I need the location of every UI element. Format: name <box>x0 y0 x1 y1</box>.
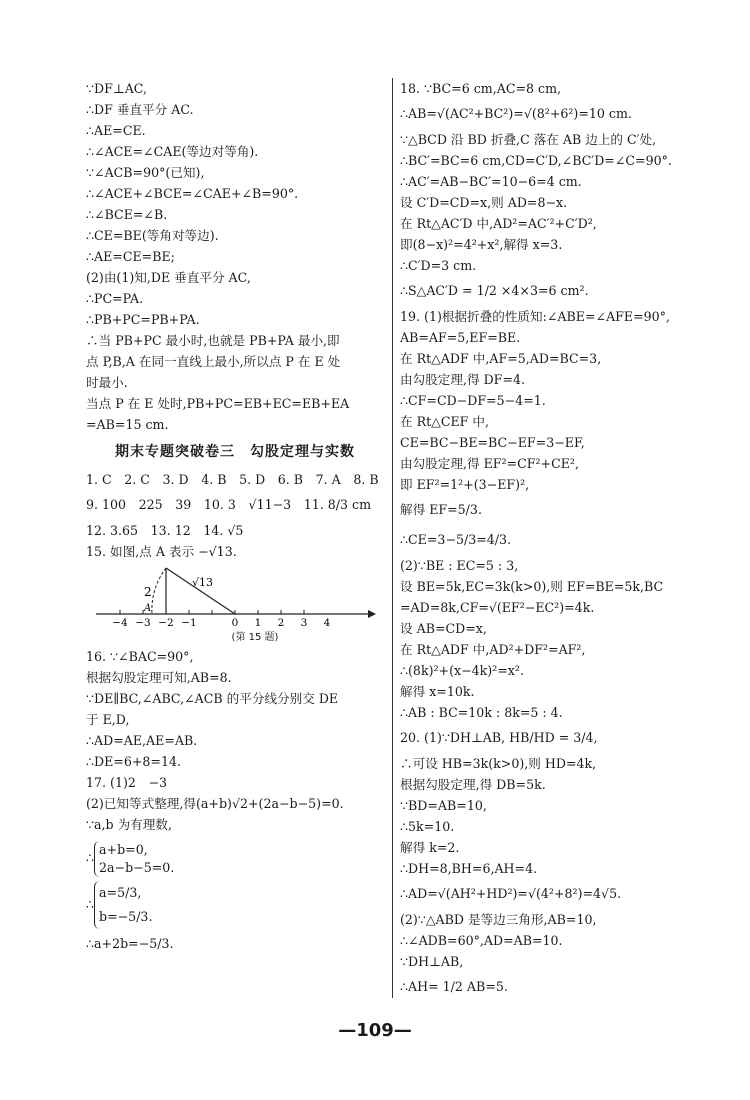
text-line: ∴DF 垂直平分 AC. <box>86 102 194 117</box>
text-line: ∵DH⊥AB, <box>400 954 464 969</box>
text-line: 在 Rt△AC′D 中,AD²=AC′²+C′D², <box>400 216 597 231</box>
column-divider <box>392 78 393 998</box>
tick-label: 3 <box>300 617 308 628</box>
height-label: 2 <box>144 585 152 599</box>
section-title: 期末专题突破卷三 勾股定理与实数 <box>115 444 355 460</box>
text-line: ∴当 PB+PC 最小时,也就是 PB+PA 最小,即 <box>86 333 340 348</box>
text-line: ∴(8k)²+(x−4k)²=x². <box>400 663 524 678</box>
tick-label: −3 <box>135 617 151 628</box>
hypotenuse-segment <box>166 568 235 614</box>
tick-labels <box>112 617 330 628</box>
text-line: 15. 如图,点 A 表示 −√13. <box>86 544 237 559</box>
text-line: =AB=15 cm. <box>86 417 169 432</box>
answer-block-continued <box>86 78 384 435</box>
text-line: ∴AC′=AB−BC′=10−6=4 cm. <box>400 174 582 189</box>
text-line: ∵∠ACB=90°(已知), <box>86 165 205 180</box>
text-line: 16. ∵∠BAC=90°, <box>86 649 194 664</box>
text-line: ∴AE=CE. <box>86 123 146 138</box>
text-line: ∴AE=CE=BE; <box>86 249 175 264</box>
text-line: ∴∠ACE+∠BCE=∠CAE+∠B=90°. <box>86 186 299 201</box>
text-line: 在 Rt△ADF 中,AF=5,AD=BC=3, <box>400 351 602 366</box>
text-line: 设 C′D=CD=x,则 AD=8−x. <box>400 195 568 210</box>
answer-block-16-17 <box>86 646 384 959</box>
text-line: ∴可设 HB=3k(k>0),则 HD=4k, <box>400 756 597 771</box>
text-line: =AD=8k,CF=√(EF²−EC²)=4k. <box>400 600 595 615</box>
text-line: 9. 100 225 39 10. 3 √11−3 11. 8/3 cm <box>86 497 372 512</box>
text-line: 由勾股定理,得 DF=4. <box>400 372 525 387</box>
text-line: ∴AD=√(AH²+HD²)=√(4²+8²)=4√5. <box>400 886 622 901</box>
text-line: ∴AB : BC=10k : 8k=5 : 4. <box>400 705 563 720</box>
text-line: 当点 P 在 E 处时,PB+PC=EB+EC=EB+EA <box>86 396 350 411</box>
text-line: 根据勾股定理,得 DB=5k. <box>400 777 546 792</box>
text-line: ∴C′D=3 cm. <box>400 258 477 273</box>
text-line: ∵DF⊥AC, <box>86 81 147 96</box>
text-line: AB=AF=5,EF=BE. <box>400 330 521 345</box>
text-line: 设 BE=5k,EC=3k(k>0),则 EF=BE=5k,BC <box>400 579 664 594</box>
text-line: ∴DH=8,BH=6,AH=4. <box>400 861 538 876</box>
text-line: ∴DE=6+8=14. <box>86 754 182 769</box>
text-line: ∴a+2b=−5/3. <box>86 936 174 951</box>
text-line: (2)∵△ABD 是等边三角形,AB=10, <box>400 912 597 927</box>
text-line: 在 Rt△ADF 中,AD²+DF²=AF², <box>400 642 586 657</box>
hypotenuse-label: √13 <box>192 576 214 589</box>
text-line: 在 Rt△CEF 中, <box>400 414 489 429</box>
text-line: ∴5k=10. <box>400 819 455 834</box>
figure-caption: (第 15 题) <box>231 632 279 643</box>
text-line: 根据勾股定理可知,AB=8. <box>86 670 232 685</box>
text-line: 即 EF²=1²+(3−EF)², <box>400 477 530 492</box>
tick-label: 4 <box>323 617 331 628</box>
text-line: 17. (1)2 −3 <box>86 775 168 790</box>
tick-label: 0 <box>231 617 239 628</box>
text-line: 1. C 2. C 3. D 4. B 5. D 6. B 7. A 8. B <box>86 472 379 487</box>
number-line-svg <box>86 564 384 628</box>
text-line: ∴AD=AE,AE=AB. <box>86 733 198 748</box>
text-line: ∴BC′=BC=6 cm,CD=C′D,∠BC′D=∠C=90°. <box>400 153 672 168</box>
text-line: ∴S△AC′D = 1/2 ×4×3=6 cm². <box>400 283 589 298</box>
text-line: ∴∠ADB=60°,AD=AB=10. <box>400 933 563 948</box>
equation: a=5/3, <box>99 885 142 900</box>
text-line: ∴∠ACE=∠CAE(等边对等角). <box>86 144 259 159</box>
text-line: (2)已知等式整理,得(a+b)√2+(2a−b−5)=0. <box>86 796 344 811</box>
text-line: ∴AH= 1/2 AB=5. <box>400 979 508 994</box>
text-line: ∵BD=AB=10, <box>400 798 487 813</box>
text-line: 即(8−x)²=4²+x²,解得 x=3. <box>400 237 563 252</box>
right-column <box>400 78 700 1002</box>
tick-label: −4 <box>112 617 128 628</box>
text-line: ∵a,b 为有理数, <box>86 817 172 832</box>
text-line: ∴CE=3−5/3=4/3. <box>400 532 512 547</box>
text-line: 于 E,D, <box>86 712 130 727</box>
text-line: 18. ∵BC=6 cm,AC=8 cm, <box>400 81 562 96</box>
page-number: —109— <box>338 1020 412 1041</box>
axis-arrow-icon <box>368 610 376 618</box>
text-line: 点 P,B,A 在同一直线上最小,所以点 P 在 E 处 <box>86 354 341 369</box>
number-line-figure <box>86 564 384 628</box>
text-line: 设 AB=CD=x, <box>400 621 487 636</box>
text-line: 12. 3.65 13. 12 14. √5 <box>86 523 244 538</box>
text-line: ∴CE=BE(等角对等边). <box>86 228 219 243</box>
text-line: ∵DE∥BC,∠ABC,∠ACB 的平分线分别交 DE <box>86 691 339 706</box>
text-line: (2)由(1)知,DE 垂直平分 AC, <box>86 270 251 285</box>
text-line: 19. (1)根据折叠的性质知:∠ABE=∠AFE=90°, <box>400 309 670 324</box>
equation: 2a−b−5=0. <box>99 859 175 875</box>
text-line: 解得 x=10k. <box>400 684 475 699</box>
compass-arc <box>152 568 166 614</box>
text-line: CE=BC−BE=BC−EF=3−EF, <box>400 435 585 450</box>
left-column <box>86 78 384 959</box>
text-line: ∵△BCD 沿 BD 折叠,C 落在 AB 边上的 C′处, <box>400 132 657 147</box>
text-line: 由勾股定理,得 EF²=CF²+CE², <box>400 456 579 471</box>
text-line: (2)∵BE : EC=5 : 3, <box>400 558 519 573</box>
equation: a+b=0, <box>99 841 148 857</box>
text-line: ∴PB+PC=PB+PA. <box>86 312 200 327</box>
text-line: ∴PC=PA. <box>86 291 144 306</box>
equation: b=−5/3. <box>99 909 153 924</box>
tick-label: 1 <box>254 617 262 628</box>
tick-label: −1 <box>181 617 197 628</box>
text-line: ∴∠BCE=∠B. <box>86 207 168 222</box>
tick-label: −2 <box>158 617 174 628</box>
text-line: 时最小. <box>86 375 128 390</box>
equation-system: ∴a=5/3, b=−5/3. <box>86 881 384 929</box>
text-line: 解得 EF=5/3. <box>400 502 482 517</box>
tick-label: 2 <box>277 617 285 628</box>
text-line: 20. (1)∵DH⊥AB, HB/HD = 3/4, <box>400 730 598 745</box>
point-a-label: A <box>144 603 152 614</box>
text-line: ∴CF=CD−DF=5−4=1. <box>400 393 546 408</box>
text-line: ∴AB=√(AC²+BC²)=√(8²+6²)=10 cm. <box>400 106 632 121</box>
answers-list <box>86 469 384 562</box>
text-line: 解得 k=2. <box>400 840 460 855</box>
equation-system: ∴a+b=0, 2a−b−5=0. <box>86 841 175 875</box>
